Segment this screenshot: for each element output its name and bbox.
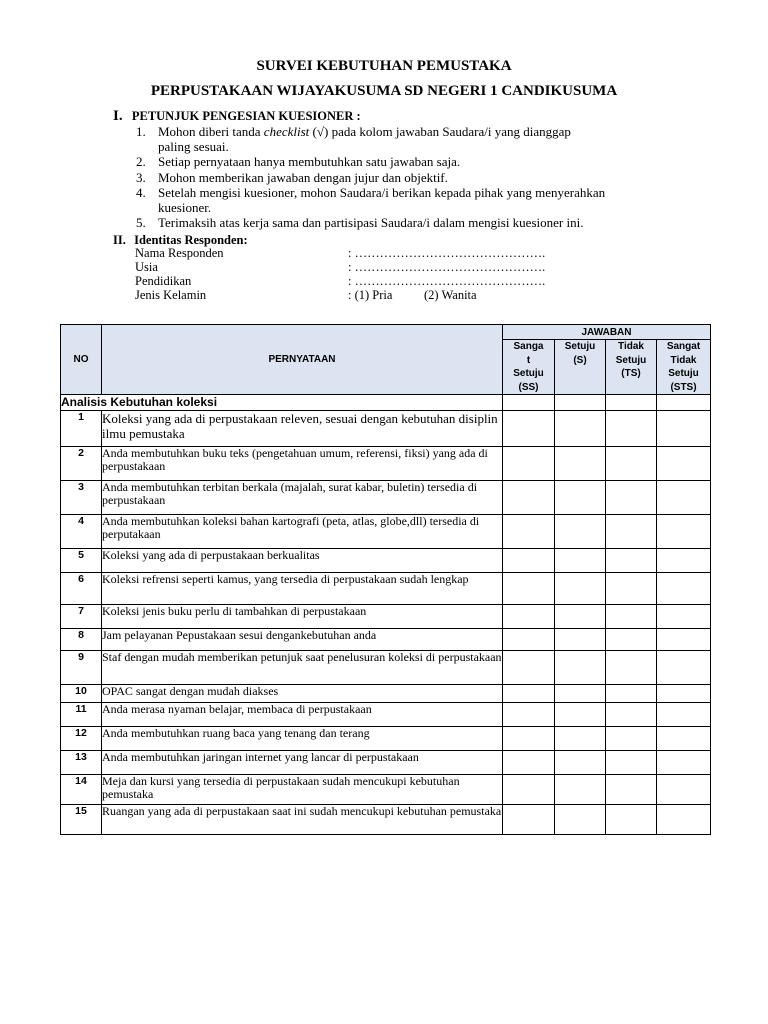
answer-cell-ts[interactable] bbox=[606, 411, 657, 447]
answer-cell-sts[interactable] bbox=[657, 629, 711, 651]
answer-cell-s[interactable] bbox=[555, 481, 606, 515]
answer-cell-ss[interactable] bbox=[503, 549, 555, 573]
table-row bbox=[61, 727, 711, 751]
answer-cell-ts[interactable] bbox=[606, 549, 657, 573]
answer-cell-sts[interactable] bbox=[657, 751, 711, 775]
answer-cell-sts[interactable] bbox=[657, 775, 711, 805]
table-row bbox=[61, 411, 711, 447]
header-answer-ts: Tidak Setuju (TS) bbox=[606, 340, 657, 395]
header-answer-s: Setuju (S) bbox=[555, 340, 606, 395]
header-answer-ss: Sanga t Setuju (SS) bbox=[503, 340, 555, 395]
instruction-text: Setiap pernyataan hanya membutuhkan satu jawaban saja. bbox=[158, 154, 461, 170]
answer-cell-s[interactable] bbox=[555, 549, 606, 573]
answer-cell-ss[interactable] bbox=[503, 629, 555, 651]
answer-cell-s[interactable] bbox=[555, 775, 606, 805]
instruction-text-cont: paling sesuai. bbox=[158, 139, 229, 155]
answer-cell-s[interactable] bbox=[555, 573, 606, 605]
statement-text: Anda membutuhkan koleksi bahan kartografi (peta, atlas, globe,dll) tersedia di perputakaan bbox=[102, 515, 503, 549]
table-row bbox=[61, 605, 711, 629]
answer-cell bbox=[503, 395, 555, 411]
answer-cell-sts[interactable] bbox=[657, 573, 711, 605]
answer-cell-sts[interactable] bbox=[657, 515, 711, 549]
gender-option-male[interactable]: : (1) Pria bbox=[348, 288, 393, 302]
field-label: Nama Responden bbox=[135, 246, 224, 260]
instruction-text: Setelah mengisi kuesioner, mohon Saudara/i berikan kepada pihak yang menyerahkan bbox=[158, 184, 606, 200]
gender-option-female[interactable]: (2) Wanita bbox=[424, 288, 477, 302]
answer-cell-ts[interactable] bbox=[606, 651, 657, 685]
row-number: 12 bbox=[61, 727, 102, 751]
table-row bbox=[61, 573, 711, 605]
answer-cell-ss[interactable] bbox=[503, 751, 555, 775]
statement-text: OPAC sangat dengan mudah diakses bbox=[102, 685, 503, 703]
answer-cell-sts[interactable] bbox=[657, 685, 711, 703]
answer-cell-ss[interactable] bbox=[503, 573, 555, 605]
answer-cell-s[interactable] bbox=[555, 685, 606, 703]
table-row bbox=[61, 549, 711, 573]
field-gender bbox=[135, 288, 477, 302]
answer-cell-ts[interactable] bbox=[606, 573, 657, 605]
row-number: 4 bbox=[61, 515, 102, 549]
row-number: 3 bbox=[61, 481, 102, 515]
answer-cell-ts[interactable] bbox=[606, 727, 657, 751]
answer-cell-sts[interactable] bbox=[657, 549, 711, 573]
header-no: NO bbox=[61, 325, 102, 395]
instruction-list bbox=[120, 124, 690, 230]
answer-cell-s[interactable] bbox=[555, 515, 606, 549]
answer-cell-ss[interactable] bbox=[503, 481, 555, 515]
table-row bbox=[61, 515, 711, 549]
survey-subtitle: PERPUSTAKAAN WIJAYAKUSUMA SD NEGERI 1 CANDIKUSUMA bbox=[150, 83, 618, 99]
statement-text: Koleksi refrensi seperti kamus, yang tersedia di perpustakaan sudah lengkap bbox=[102, 573, 503, 605]
instruction-item bbox=[120, 124, 690, 154]
row-number: 9 bbox=[61, 651, 102, 685]
instruction-text: (√) pada kolom jawaban Saudara/i yang dianggap bbox=[309, 124, 571, 139]
answer-cell-s[interactable] bbox=[555, 651, 606, 685]
row-number: 10 bbox=[61, 685, 102, 703]
row-number: 6 bbox=[61, 573, 102, 605]
table-row bbox=[61, 447, 711, 481]
answer-cell-s[interactable] bbox=[555, 629, 606, 651]
answer-cell-ts[interactable] bbox=[606, 481, 657, 515]
answer-cell-ts[interactable] bbox=[606, 629, 657, 651]
instruction-number: 1. bbox=[136, 124, 146, 139]
answer-cell-s[interactable] bbox=[555, 411, 606, 447]
answer-cell-s[interactable] bbox=[555, 805, 606, 835]
table-row bbox=[61, 805, 711, 835]
answer-cell-ts[interactable] bbox=[606, 775, 657, 805]
answer-cell bbox=[657, 395, 711, 411]
table-row bbox=[61, 751, 711, 775]
row-number: 15 bbox=[61, 805, 102, 835]
answer-cell-s[interactable] bbox=[555, 751, 606, 775]
table-row bbox=[61, 481, 711, 515]
answer-cell bbox=[606, 395, 657, 411]
answer-cell-sts[interactable] bbox=[657, 703, 711, 727]
table-row bbox=[61, 651, 711, 685]
survey-title: SURVEI KEBUTUHAN PEMUSTAKA bbox=[256, 58, 512, 74]
section-number: II. bbox=[113, 233, 126, 247]
answer-cell-ts[interactable] bbox=[606, 805, 657, 835]
instruction-number: 3. bbox=[136, 169, 146, 185]
answer-cell-sts[interactable] bbox=[657, 481, 711, 515]
field-name bbox=[135, 246, 545, 260]
section-number: I. bbox=[113, 108, 123, 124]
answer-cell-ss[interactable] bbox=[503, 515, 555, 549]
row-number: 1 bbox=[61, 411, 102, 447]
answer-cell-s[interactable] bbox=[555, 703, 606, 727]
field-value[interactable]: : ………………………………………. bbox=[348, 260, 546, 274]
row-number: 2 bbox=[61, 447, 102, 481]
answer-cell-ss[interactable] bbox=[503, 703, 555, 727]
section-instructions bbox=[113, 108, 361, 125]
answer-cell-ts[interactable] bbox=[606, 685, 657, 703]
statement-text: Anda membutuhkan buku teks (pengetahuan umum, referensi, fiksi) yang ada di perpustakaan bbox=[102, 447, 503, 481]
answer-cell-s[interactable] bbox=[555, 605, 606, 629]
instruction-number: 5. bbox=[136, 215, 146, 231]
answer-cell-ts[interactable] bbox=[606, 605, 657, 629]
statement-text: Anda membutuhkan ruang baca yang tenang dan terang bbox=[102, 727, 503, 751]
statement-text: Anda merasa nyaman belajar, membaca di perpustakaan bbox=[102, 703, 503, 727]
answer-cell-s[interactable] bbox=[555, 727, 606, 751]
statement-text: Jam pelayanan Pepustakaan sesui dengankebutuhan anda bbox=[102, 629, 503, 651]
answer-cell-ts[interactable] bbox=[606, 703, 657, 727]
header-answer-sts: Sangat Tidak Setuju (STS) bbox=[657, 340, 711, 395]
instruction-item bbox=[120, 170, 690, 185]
statement-text: Staf dengan mudah memberikan petunjuk saat penelusuran koleksi di perpustakaan bbox=[102, 651, 503, 685]
instruction-text-cont: kuesioner. bbox=[158, 200, 212, 216]
answer-cell-ss[interactable] bbox=[503, 605, 555, 629]
field-label: Usia bbox=[135, 260, 158, 274]
row-number: 7 bbox=[61, 605, 102, 629]
instruction-item bbox=[120, 154, 690, 169]
instruction-number: 2. bbox=[136, 154, 146, 170]
category-label: Analisis Kebutuhan koleksi bbox=[61, 395, 503, 411]
instruction-item bbox=[120, 185, 690, 215]
field-label: Jenis Kelamin bbox=[135, 288, 207, 302]
field-label: Pendidikan bbox=[135, 274, 192, 288]
row-number: 8 bbox=[61, 629, 102, 651]
instruction-text: Terimaksih atas kerja sama dan partisipasi Saudara/i dalam mengisi kuesioner ini. bbox=[158, 215, 584, 231]
statement-text: Anda membutuhkan jaringan internet yang lancar di perpustakaan bbox=[102, 751, 503, 775]
table-row bbox=[61, 775, 711, 805]
instruction-item bbox=[120, 215, 690, 230]
header-answer: JAWABAN bbox=[503, 325, 711, 340]
instruction-text: Mohon memberikan jawaban dengan jujur dan objektif. bbox=[158, 169, 448, 185]
answer-cell-ts[interactable] bbox=[606, 447, 657, 481]
instruction-emphasis: checklist bbox=[263, 124, 310, 139]
answer-cell-sts[interactable] bbox=[657, 447, 711, 481]
section-heading: Identitas Responden: bbox=[134, 233, 248, 247]
table-row bbox=[61, 685, 711, 703]
row-number: 11 bbox=[61, 703, 102, 727]
statement-text: Anda membutuhkan terbitan berkala (majalah, surat kabar, buletin) tersedia di perpustakaan bbox=[102, 481, 503, 515]
statement-text: Koleksi yang ada di perpustakaan berkualitas bbox=[102, 549, 503, 573]
row-number: 13 bbox=[61, 751, 102, 775]
answer-cell-ts[interactable] bbox=[606, 515, 657, 549]
instruction-text: Mohon diberi tanda bbox=[158, 124, 264, 139]
answer-cell-ss[interactable] bbox=[503, 411, 555, 447]
field-education bbox=[135, 274, 545, 288]
table-row bbox=[61, 629, 711, 651]
statement-text: Koleksi jenis buku perlu di tambahkan di perpustakaan bbox=[102, 605, 503, 629]
statement-text: Ruangan yang ada di perpustakaan saat ini sudah mencukupi kebutuhan pemustaka bbox=[102, 805, 503, 835]
section-heading: PETUNJUK PENGESIAN KUESIONER : bbox=[131, 109, 361, 123]
answer-cell-s[interactable] bbox=[555, 447, 606, 481]
answer-cell bbox=[555, 395, 606, 411]
answer-cell-sts[interactable] bbox=[657, 805, 711, 835]
answer-cell-sts[interactable] bbox=[657, 411, 711, 447]
questionnaire-table bbox=[60, 324, 711, 835]
answer-cell-ss[interactable] bbox=[503, 805, 555, 835]
answer-cell-ss[interactable] bbox=[503, 727, 555, 751]
field-value[interactable]: : ………………………………………. bbox=[348, 274, 546, 288]
row-number: 14 bbox=[61, 775, 102, 805]
field-age bbox=[135, 260, 545, 274]
answer-cell-sts[interactable] bbox=[657, 605, 711, 629]
answer-cell-ts[interactable] bbox=[606, 751, 657, 775]
instruction-number: 4. bbox=[136, 184, 146, 200]
answer-cell-ss[interactable] bbox=[503, 447, 555, 481]
row-number: 5 bbox=[61, 549, 102, 573]
answer-cell-ss[interactable] bbox=[503, 775, 555, 805]
answer-cell-sts[interactable] bbox=[657, 727, 711, 751]
table-row bbox=[61, 703, 711, 727]
answer-cell-ss[interactable] bbox=[503, 651, 555, 685]
field-value[interactable]: : ………………………………………. bbox=[348, 246, 546, 260]
statement-text: Meja dan kursi yang tersedia di perpustakaan sudah mencukupi kebutuhan pemustaka bbox=[102, 775, 503, 805]
answer-cell-ss[interactable] bbox=[503, 685, 555, 703]
answer-cell-sts[interactable] bbox=[657, 651, 711, 685]
statement-text: Koleksi yang ada di perpustakaan releven, sesuai dengan kebutuhan disiplin ilmu pemustaka bbox=[102, 411, 503, 447]
header-statement: PERNYATAAN bbox=[102, 325, 503, 395]
